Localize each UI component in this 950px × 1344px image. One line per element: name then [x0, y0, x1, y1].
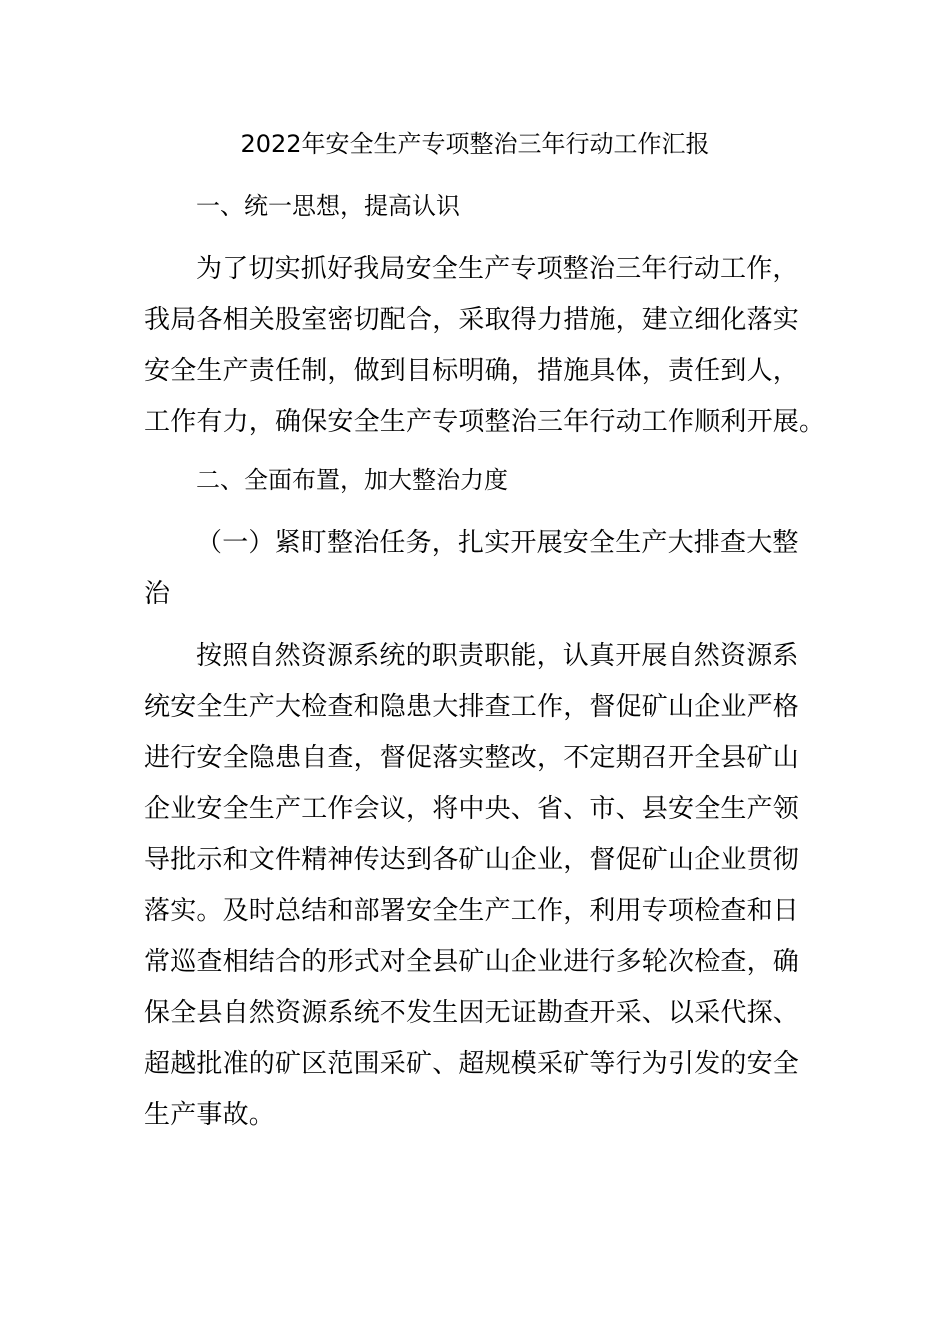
subheading-line: （一）紧盯整治任务，扎实开展安全生产大排查大整: [196, 528, 799, 558]
paragraph-line: 安全生产责任制，做到目标明确，措施具体，责任到人，: [144, 356, 800, 386]
paragraph-line: 生产事故。: [144, 1100, 276, 1130]
paragraph-line: 工作有力，确保安全生产专项整治三年行动工作顺利开展。: [144, 407, 826, 437]
paragraph-line: 超越批准的矿区范围采矿、超规模采矿等行为引发的安全: [144, 1049, 800, 1079]
paragraph-line: 我局各相关股室密切配合，采取得力措施，建立细化落实: [144, 305, 800, 335]
paragraph-line: 常巡查相结合的形式对全县矿山企业进行多轮次检查，确: [144, 947, 800, 977]
paragraph-line: 进行安全隐患自查，督促落实整改，不定期召开全县矿山: [144, 743, 800, 773]
section-2-paragraph: [144, 631, 814, 1141]
paragraph-line: 保全县自然资源系统不发生因无证勘查开采、以采代探、: [144, 998, 800, 1028]
paragraph-line: 为了切实抓好我局安全生产专项整治三年行动工作，: [196, 254, 799, 284]
paragraph-line: 统安全生产大检查和隐患大排查工作，督促矿山企业严格: [144, 692, 800, 722]
section-2-heading: 二、全面布置，加大整治力度: [196, 466, 508, 494]
paragraph-line: 企业安全生产工作会议，将中央、省、市、县安全生产领: [144, 794, 800, 824]
paragraph-line: 按照自然资源系统的职责职能，认真开展自然资源系: [196, 641, 799, 671]
section-1-paragraph: [144, 244, 826, 448]
paragraph-line: 落实。及时总结和部署安全生产工作，利用专项检查和日: [144, 896, 800, 926]
section-2-subheading: [144, 518, 814, 620]
paragraph-line: 导批示和文件精神传达到各矿山企业，督促矿山企业贯彻: [144, 845, 800, 875]
document-title: 2022年安全生产专项整治三年行动工作汇报: [240, 130, 710, 158]
subheading-line: 治: [144, 579, 171, 609]
section-1-heading: 一、统一思想，提高认识: [196, 192, 460, 220]
